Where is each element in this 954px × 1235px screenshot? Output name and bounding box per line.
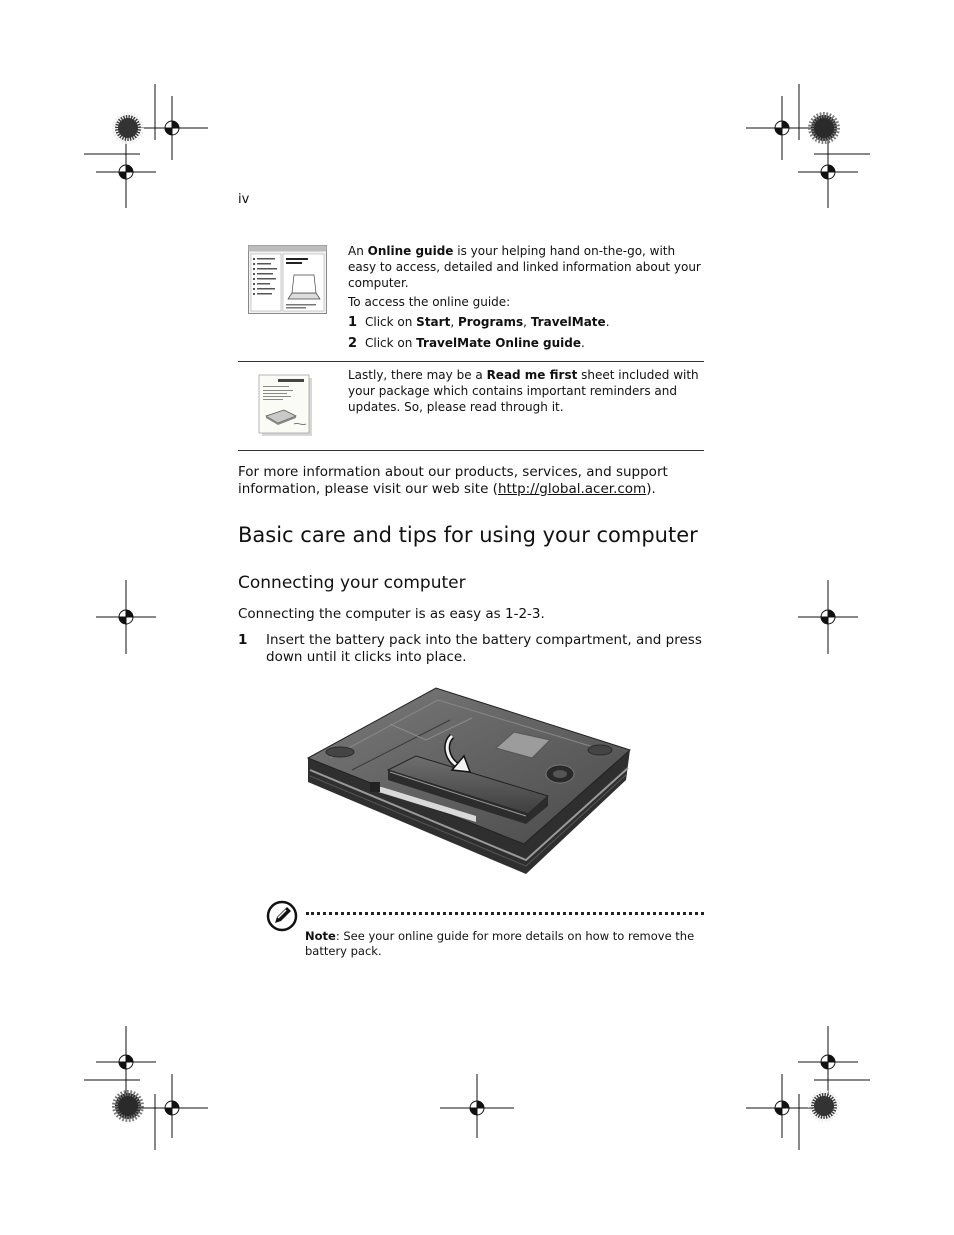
intro-text: Connecting the computer is as easy as 1-2-3. bbox=[238, 606, 545, 622]
read-me-first-text: Lastly, there may be a Read me first sheet included with your package which contains important reminders and updates. So, please read through it. bbox=[348, 368, 699, 414]
section-title: Basic care and tips for using your computer bbox=[238, 523, 698, 547]
acer-website-link[interactable]: http://global.acer.com bbox=[497, 481, 647, 497]
step-2: 2 Click on TravelMate Online guide. bbox=[348, 336, 585, 351]
list-item-number: 1 bbox=[238, 632, 248, 648]
access-line: To access the online guide: bbox=[348, 295, 511, 309]
more-info-paragraph: For more information about our products, services, and support information, please visit our web site (http://global.acer.com). bbox=[238, 464, 668, 497]
step-1: 1 Click on Start, Programs, TravelMate. bbox=[348, 315, 610, 330]
star-target-icon bbox=[115, 115, 837, 1119]
list-item-text: Insert the battery pack into the battery compartment, and press down until it clicks into place. bbox=[266, 632, 702, 665]
note-text: Note: See your online guide for more details on how to remove the battery pack. bbox=[305, 929, 695, 958]
online-guide-intro: An Online guide is your helping hand on-the-go, with easy to access, detailed and linked information about your computer. bbox=[348, 244, 701, 290]
page-number: iv bbox=[238, 192, 250, 207]
subsection-title: Connecting your computer bbox=[238, 573, 466, 593]
